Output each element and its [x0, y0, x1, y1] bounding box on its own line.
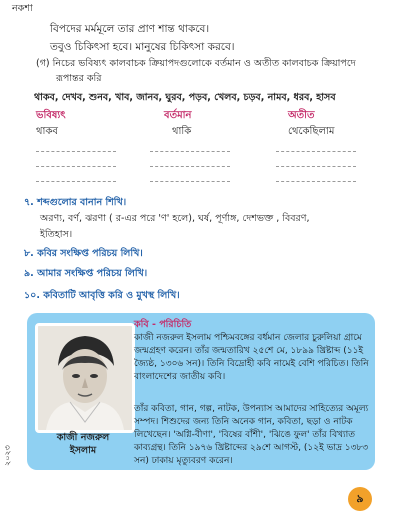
intro-line-2: তবুও চিকিৎসা হবে। মানুষের চিকিৎসা করবে।: [50, 41, 235, 53]
bio-paragraph-2: তাঁর কবিতা, গান, গল্প, নাটক, উপন্যাস আমাদের সাহিত্যের অমূল্য সম্পদ। শিশুদের জন্য তিনি অনেক গান, কবিতা, ছড়া ও নাটক লিখেছেন। 'অগ্নি-বীণা', 'বিষের বাঁশী', 'ঝিঙে ফুল' তাঁর বিখ্যাত কাব্যগ্রন্থ। তিনি ১৯৭৬ খ্রিষ্টাব্দের ২৯শে আগস্ট, (১২ই ভাদ্র ১৩৮৩ সন) ঢাকায় মৃত্যুবরণ করেন।: [134, 404, 369, 466]
question-7-words: অরণ্য, বর্ণ, ঝরণা ( র-এর পরে 'ণ' হলে), ঘর্ষ, পূর্ণাঙ্গ, দেশভক্ত , বিবরণ,: [40, 213, 310, 224]
question-10: ১০. কবিতাটি আবৃত্তি করি ও মুখস্থ লিখি।: [24, 290, 180, 301]
blank-line: [150, 166, 230, 167]
exercise-g-instruction-cont: রূপান্তর করি: [56, 73, 102, 84]
example-past: থেকেছিলাম: [288, 126, 335, 137]
question-9: ৯. আমার সংক্ষিপ্ত পরিচয় লিখি।: [24, 268, 148, 279]
bio-paragraph-1: কাজী নজরুল ইসলাম পশ্চিমবঙ্গের বর্ধমান জেলার চুরুলিয়া গ্রামে জন্মগ্রহণ করেন। তাঁর জন্মতারিখ ২৫শে মে, ১৮৯৯ খ্রিষ্টাব্দ (১১ই জ্যৈষ্ঠ, ১৩০৬ সন)। তিনি বিদ্রোহী কবি নামেই বেশি পরিচিত। তিনি বাংলাদেশের জাতীয় কবি।: [134, 333, 369, 382]
poet-name-line-1: কাজী নজরুল: [56, 432, 110, 443]
header-future: ভবিষ্যৎ: [36, 110, 66, 121]
blank-line: [150, 151, 230, 152]
bio-text-2: [134, 403, 370, 468]
question-7-words-cont: ইতিহাস।: [40, 229, 73, 240]
question-7: ৭. শব্দগুলোর বানান শিখি।: [24, 197, 127, 208]
blank-line: [276, 151, 356, 152]
blank-line: [276, 181, 356, 182]
blank-line: [36, 151, 116, 152]
header-past: অতীত: [288, 110, 315, 121]
example-present: থাকি: [172, 126, 192, 137]
example-future: থাকব: [36, 126, 58, 137]
blank-line: [276, 166, 356, 167]
blank-line: [36, 166, 116, 167]
exercise-g-instruction: (গ) নিচের ভবিষ্যৎ কালবাচক ক্রিয়াপদগুলোকে বর্তমান ও অতীত কালবাচক ক্রিয়াপদে: [36, 58, 356, 69]
exercise-g-word-list: থাকব, দেখব, শুনব, খাব, জানব, ঘুরব, পড়ব, খেলব, চড়ব, নামব, ধরব, হাসব: [34, 92, 336, 103]
intro-line-1: বিপদের মর্মমূলে তার প্রাণ শান্ত থাকবে।: [50, 23, 210, 35]
poet-name: [37, 431, 129, 461]
poet-portrait: [35, 323, 135, 433]
bio-text: [134, 332, 370, 384]
poet-name-line-2: ইসলাম: [69, 445, 97, 456]
header-present: বর্তমান: [164, 110, 192, 121]
side-page-code: ২০২৩: [3, 445, 12, 466]
page-number-badge: ৯: [348, 487, 372, 511]
blank-line: [36, 181, 116, 182]
poet-portrait-icon: [38, 326, 132, 430]
bio-heading: কবি - পরিচিতি: [134, 319, 192, 330]
question-8: ৮. কবির সংক্ষিপ্ত পরিচয় লিখি।: [24, 248, 143, 259]
blank-line: [150, 181, 230, 182]
page-header: নকশা: [12, 3, 33, 14]
